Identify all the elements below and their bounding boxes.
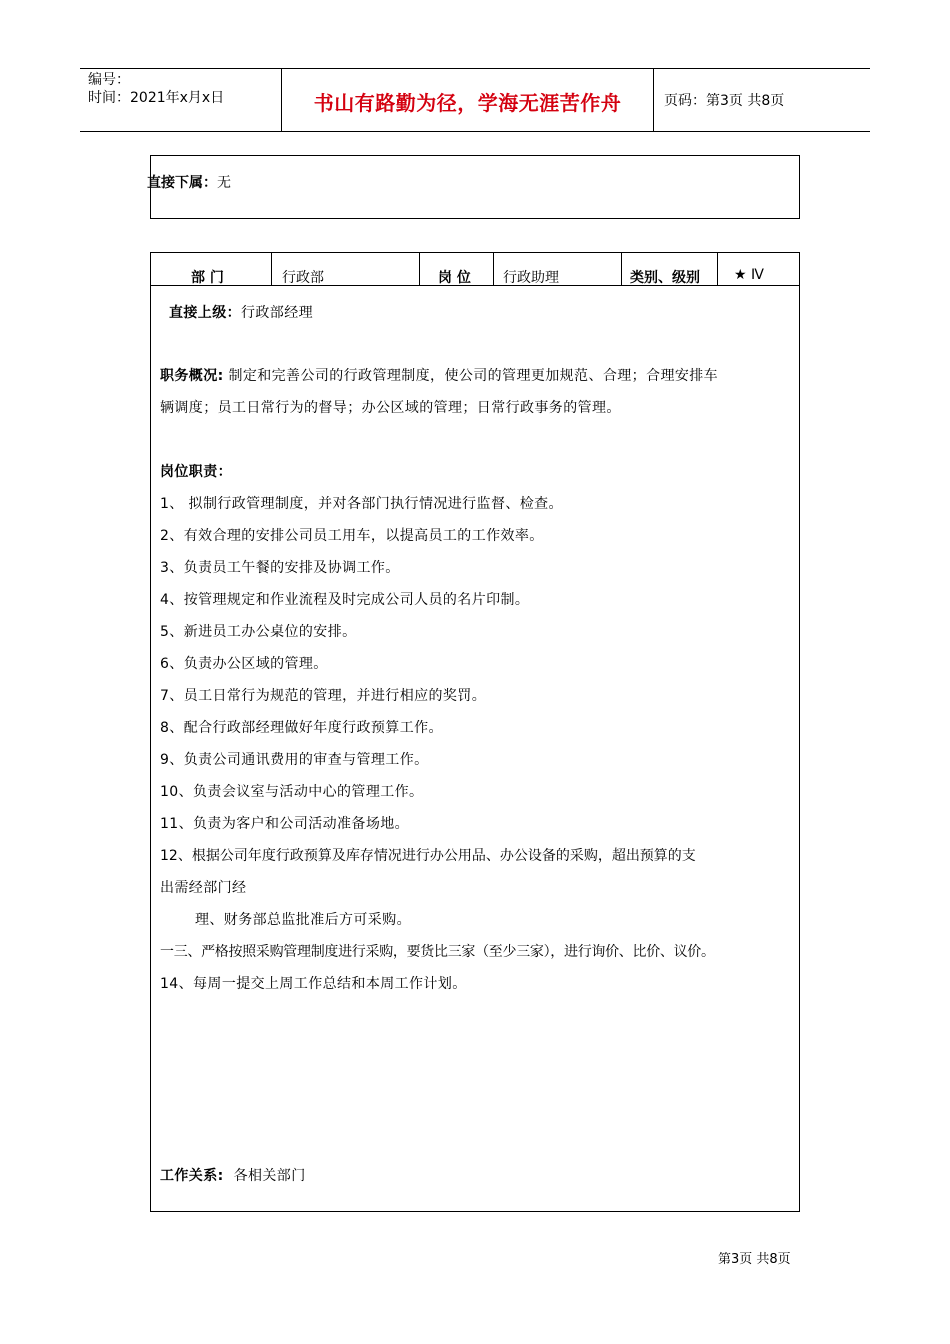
position-box — [150, 252, 800, 1212]
time-label: 时间：2021年x月x日 — [88, 90, 225, 106]
duty-item: 11、负责为客户和公司活动准备场地。 — [160, 816, 410, 832]
page-footer: 第3页 共8页 — [718, 1252, 791, 1267]
number-label: 编号： — [88, 72, 130, 88]
header-meta — [88, 71, 224, 107]
category-value: ★ Ⅳ — [734, 267, 764, 283]
duty-item: 一三、严格按照采购管理制度进行采购，要货比三家（至少三家），进行询价、比价、议价。 — [160, 944, 715, 960]
duty-item-continued: 出需经部门经 — [160, 880, 247, 896]
duty-item: 12、根据公司年度行政预算及库存情况进行办公用品、办公设备的采购，超出预算的支 — [160, 848, 696, 864]
relations-line — [160, 1165, 306, 1185]
duty-item: 10、负责会议室与活动中心的管理工作。 — [160, 784, 424, 800]
category-label: 类别、级别 — [622, 253, 718, 285]
duty-item: 8、配合行政部经理做好年度行政预算工作。 — [160, 720, 443, 736]
subordinate-value: 无 — [217, 175, 231, 191]
duty-item: 3、负责员工午餐的安排及协调工作。 — [160, 560, 400, 576]
header-page-info: 页码：第3页 共8页 — [664, 93, 785, 109]
duty-item: 14、每周一提交上周工作总结和本周工作计划。 — [160, 976, 467, 992]
duty-item: 7、员工日常行为规范的管理，并进行相应的奖罚。 — [160, 688, 487, 704]
subordinate-label: 直接下属： — [147, 175, 217, 191]
summary-line-1 — [160, 365, 718, 385]
subordinate-line — [147, 172, 231, 192]
superior-value: 行政部经理 — [241, 305, 313, 321]
duty-item-continued: 理、财务部总监批准后方可采购。 — [195, 912, 411, 928]
duty-item: 1、 拟制行政管理制度，并对各部门执行情况进行监督、检查。 — [160, 496, 563, 512]
header-motto: 书山有路勤为径，学海无涯苦作舟 — [313, 91, 622, 115]
post-value: 行政助理 — [494, 253, 622, 285]
duty-item: 5、新进员工办公桌位的安排。 — [160, 624, 357, 640]
duty-item: 6、负责办公区域的管理。 — [160, 656, 328, 672]
duties-label: 岗位职责： — [160, 464, 232, 480]
relations-value: 各相关部门 — [233, 1168, 306, 1184]
superior-label: 直接上级： — [169, 305, 241, 321]
position-header-row — [151, 253, 799, 286]
summary-text-1: 制定和完善公司的行政管理制度，使公司的管理更加规范、合理；合理安排车 — [223, 368, 719, 384]
summary-label: 职务概况: — [160, 368, 224, 384]
dept-value: 行政部 — [272, 253, 420, 285]
summary-line-2: 辆调度；员工日常行为的督导；办公区域的管理；日常行政事务的管理。 — [160, 400, 621, 416]
page-header — [80, 68, 870, 132]
subordinate-box — [147, 155, 800, 219]
header-divider — [653, 69, 654, 131]
relations-label: 工作关系: — [160, 1168, 224, 1184]
duty-item: 9、负责公司通讯费用的审查与管理工作。 — [160, 752, 429, 768]
duty-item: 4、按管理规定和作业流程及时完成公司人员的名片印制。 — [160, 592, 530, 608]
superior-line — [169, 302, 313, 322]
dept-label: 部 门 — [151, 253, 272, 285]
post-label: 岗 位 — [420, 253, 494, 285]
duty-item: 2、有效合理的安排公司员工用车，以提高员工的工作效率。 — [160, 528, 544, 544]
